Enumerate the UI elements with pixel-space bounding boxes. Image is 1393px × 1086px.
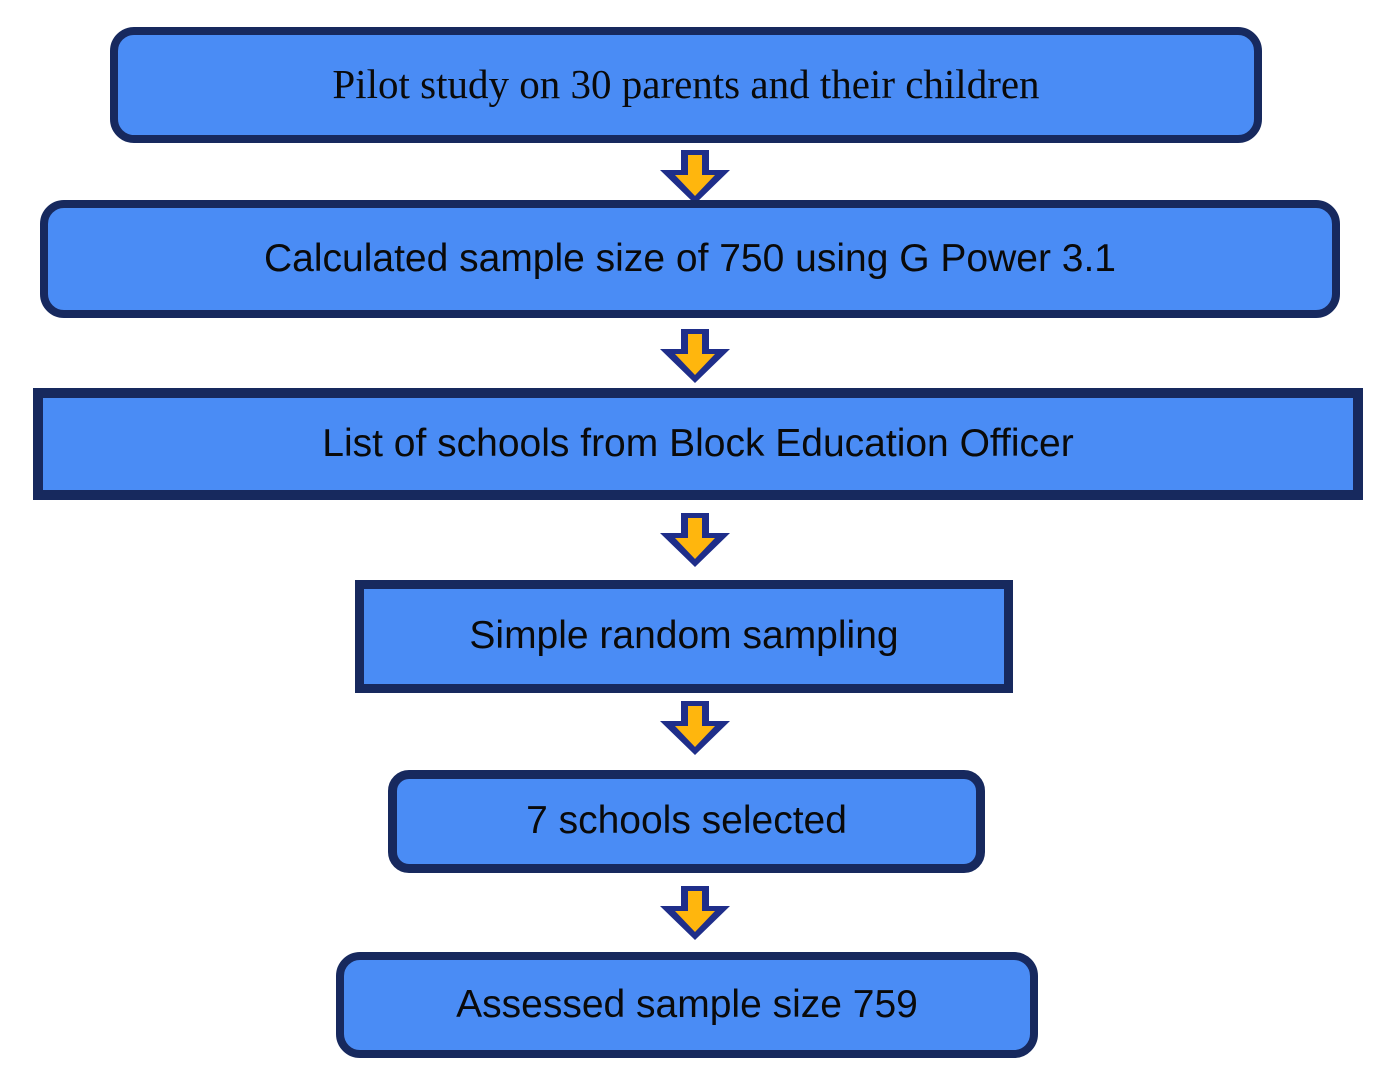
flow-step-school-list xyxy=(33,388,1363,500)
flow-step-label: Calculated sample size of 750 using G Power 3.1 xyxy=(264,236,1116,280)
flow-step-label: Pilot study on 30 parents and their children xyxy=(332,61,1040,108)
flow-step-schools-selected xyxy=(388,770,985,873)
flow-step-sample-size-calculated xyxy=(40,200,1340,318)
flow-step-pilot-study xyxy=(110,27,1262,143)
flow-step-assessed-sample-size xyxy=(336,952,1038,1058)
flow-step-simple-random-sampling xyxy=(355,580,1013,693)
down-arrow-icon xyxy=(660,886,730,940)
down-arrow-icon xyxy=(660,329,730,383)
flow-step-label: 7 schools selected xyxy=(526,799,847,843)
flow-step-label: List of schools from Block Education Officer xyxy=(322,421,1074,465)
down-arrow-icon xyxy=(660,513,730,567)
down-arrow-icon xyxy=(660,150,730,204)
down-arrow-icon xyxy=(660,701,730,755)
flow-step-label: Simple random sampling xyxy=(469,614,899,658)
flow-step-label: Assessed sample size 759 xyxy=(456,982,918,1026)
